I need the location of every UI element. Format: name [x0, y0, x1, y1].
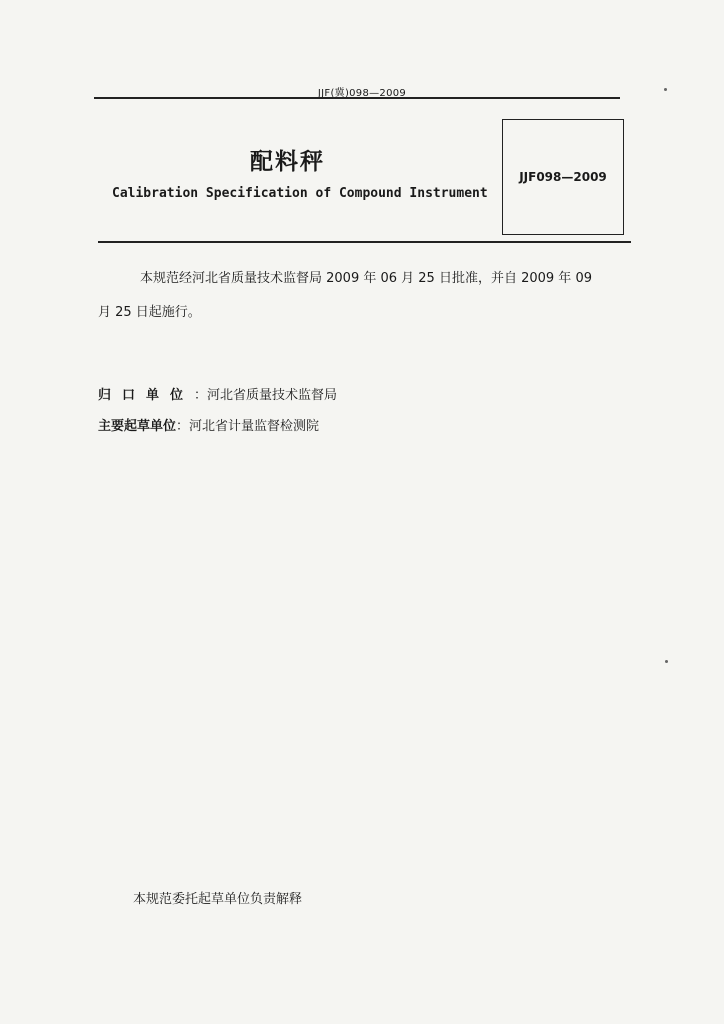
title-chinese: 配料秤: [250, 149, 325, 175]
scan-speck: [665, 660, 668, 663]
standard-code: JJF098—2009: [519, 170, 607, 184]
org-value: 河北省质量技术监督局: [207, 388, 338, 403]
org-value: 河北省计量监督检测院: [189, 419, 320, 434]
title-divider: [98, 241, 631, 243]
org-key: 归口单位: [98, 388, 195, 403]
org-separator: ：: [194, 388, 208, 403]
approval-statement: 本规范经河北省质量技术监督局 2009 年 06 月 25 日批准，并自 2009 年 09 月 25 日起施行。: [98, 271, 592, 320]
org-separator: ：: [176, 419, 190, 434]
interpretation-note: 本规范委托起草单位负责解释: [133, 892, 303, 907]
org-line-responsible: [98, 384, 337, 403]
standard-code-box: [502, 119, 624, 235]
header-divider: [94, 97, 620, 99]
title-english: Calibration Specification of Compound Instrument: [112, 186, 488, 201]
scan-speck: [664, 88, 667, 91]
header-code: JJF(冀)098—2009: [317, 88, 407, 99]
org-key: 主要起草单位: [98, 419, 177, 434]
org-line-drafter: [98, 415, 319, 434]
